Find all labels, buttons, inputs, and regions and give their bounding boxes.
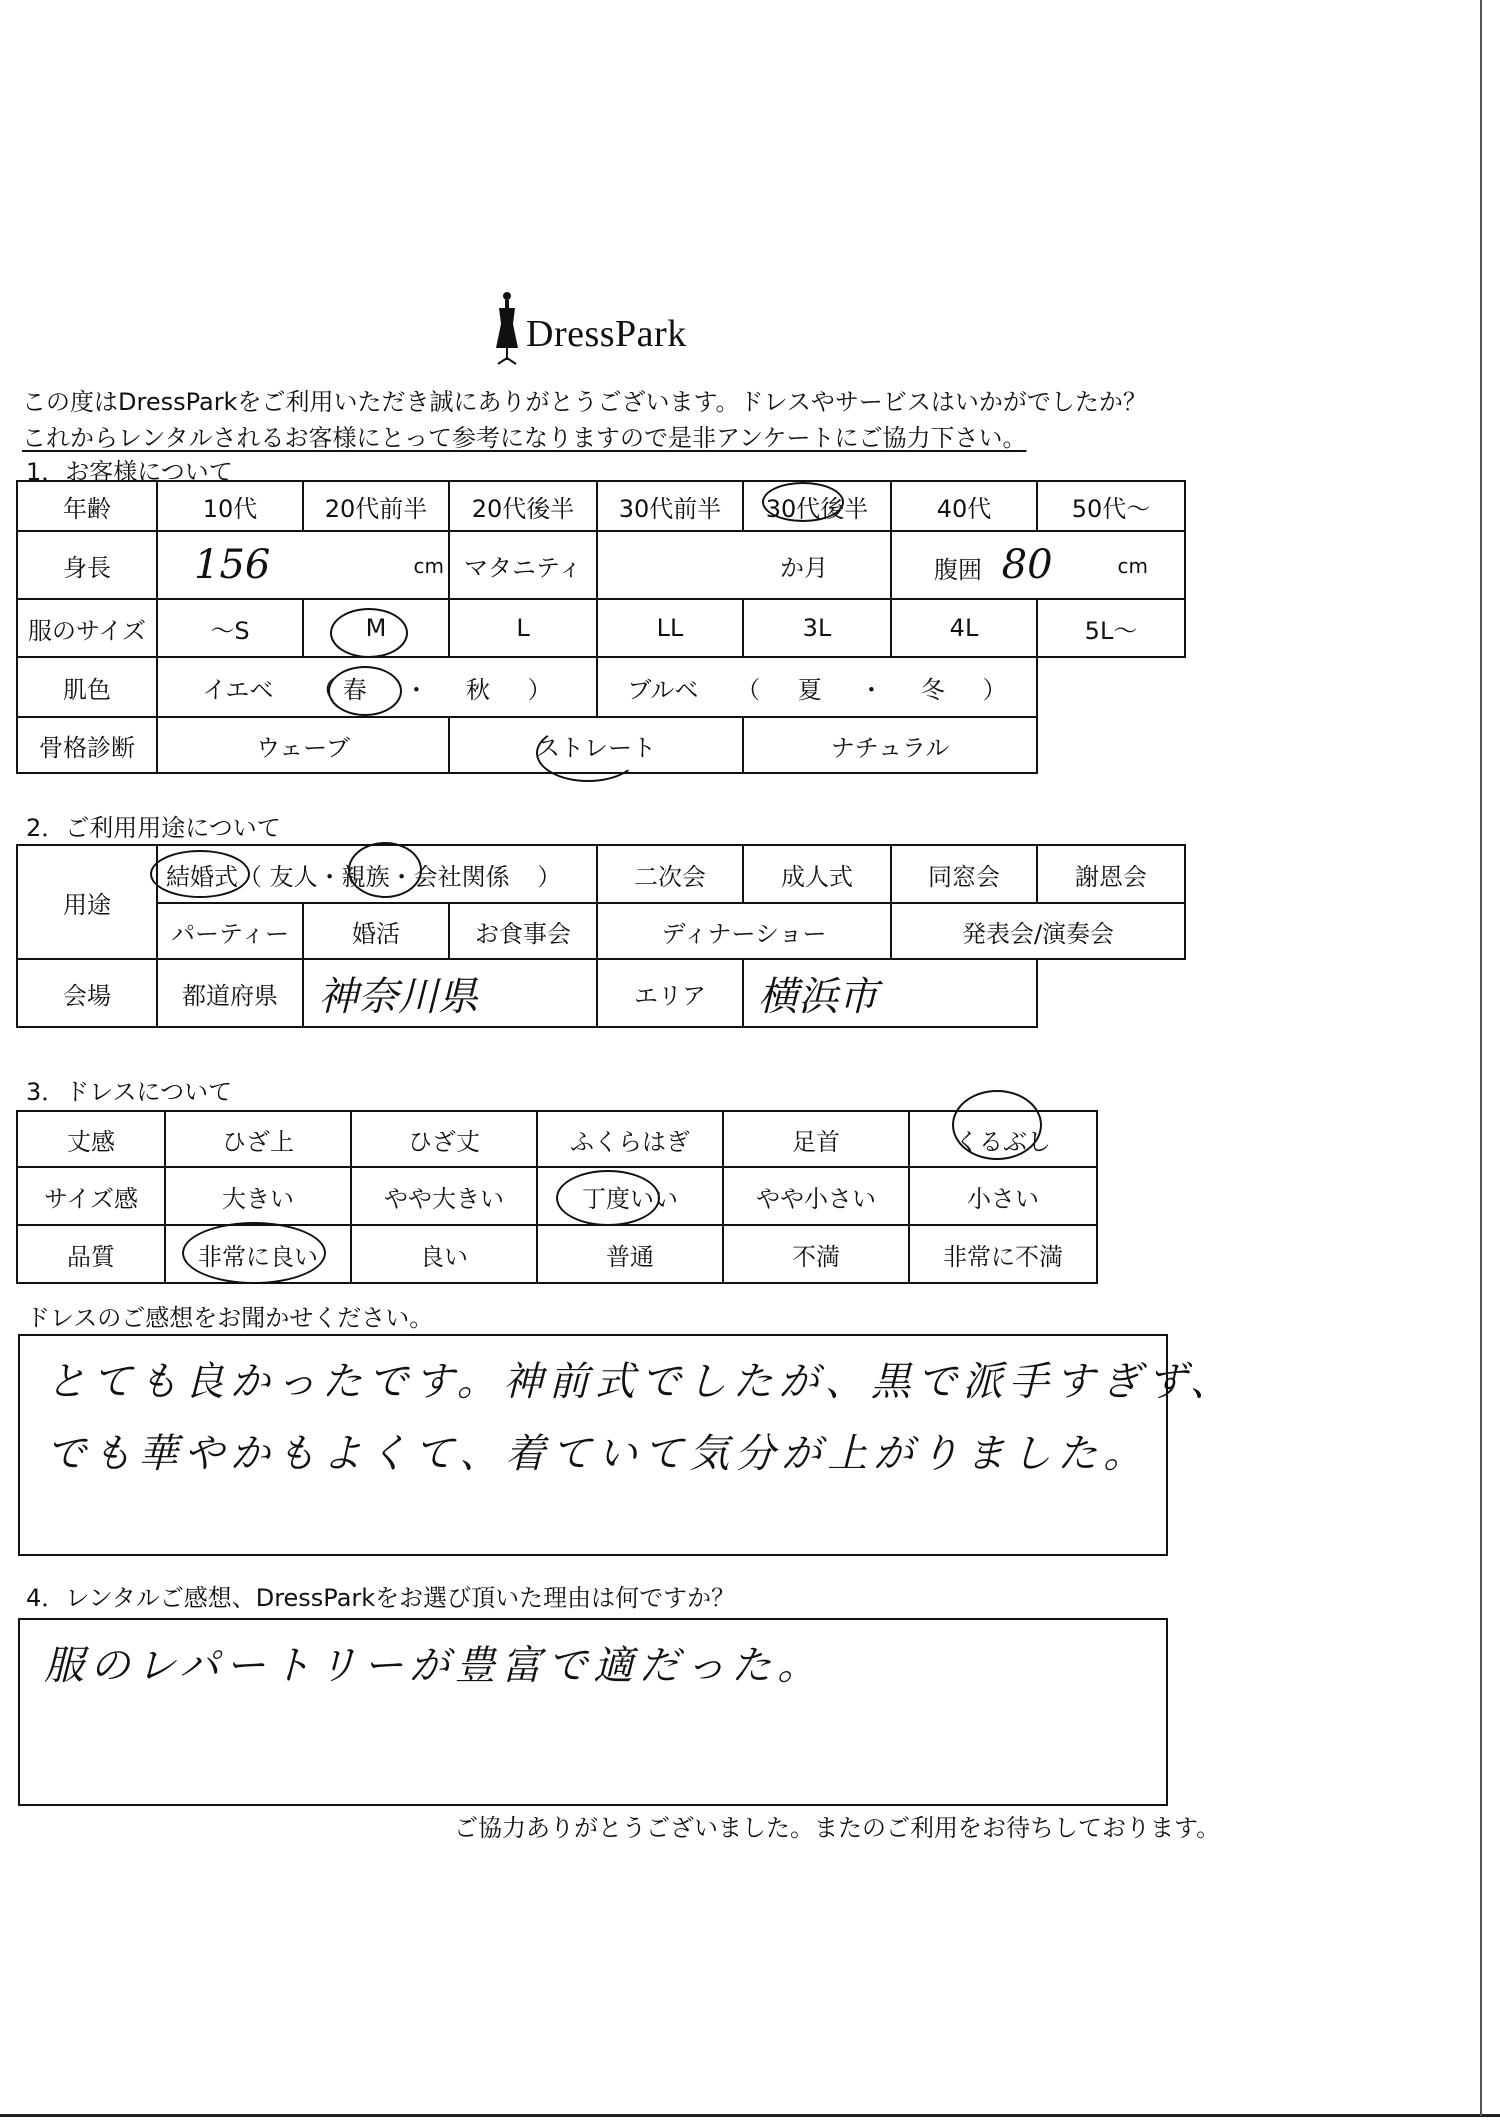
empty-cell bbox=[1037, 657, 1185, 717]
paren-close: ） bbox=[537, 862, 562, 891]
autumn-option: 秋 bbox=[465, 675, 490, 704]
yellow-base-label: イエベ bbox=[202, 675, 274, 704]
height-unit: cm bbox=[413, 554, 444, 578]
quality-option: 不満 bbox=[723, 1225, 909, 1283]
paren-close: ） bbox=[982, 675, 1007, 704]
dress-comment-line-2: でも華やかもよくて、着ていて気分が上がりました。 bbox=[46, 1431, 1150, 1477]
age-option: 30代前半 bbox=[597, 481, 743, 531]
section-3-title: 3．ドレスについて bbox=[26, 1078, 233, 1106]
brand-name: DressPark bbox=[526, 313, 687, 355]
prefecture-label: 都道府県 bbox=[157, 959, 303, 1027]
dress-table bbox=[16, 1110, 1098, 1284]
separator-dot: ・ bbox=[859, 675, 884, 704]
skin-label: 肌色 bbox=[17, 657, 157, 717]
usage-option: 二次会 bbox=[597, 845, 743, 903]
usage-option: お食事会 bbox=[449, 903, 597, 959]
section-2-title: 2．ご利用用途について bbox=[26, 814, 281, 842]
fit-option: 小さい bbox=[909, 1167, 1097, 1225]
yellow-base-cell bbox=[157, 657, 597, 717]
age-row bbox=[17, 481, 1185, 531]
size-option: 5L～ bbox=[1037, 599, 1185, 657]
age-option-selected: 30代後半 bbox=[743, 481, 891, 531]
fit-option: やや小さい bbox=[723, 1167, 909, 1225]
scan-edge-right bbox=[1480, 0, 1482, 2116]
height-value: 156 bbox=[194, 542, 271, 588]
friend-option: 友人 bbox=[269, 862, 318, 891]
length-option: 足首 bbox=[723, 1111, 909, 1167]
fit-option: やや大きい bbox=[351, 1167, 537, 1225]
dress-form-icon bbox=[490, 290, 524, 370]
usage-option: 謝恩会 bbox=[1037, 845, 1185, 903]
usage-option: 発表会/演奏会 bbox=[891, 903, 1185, 959]
size-option-selected: M bbox=[303, 599, 449, 657]
quality-option: 良い bbox=[351, 1225, 537, 1283]
paren-open: （ bbox=[311, 675, 336, 704]
quality-option: 非常に不満 bbox=[909, 1225, 1097, 1283]
height-row bbox=[17, 531, 1185, 599]
waist-unit: cm bbox=[1117, 554, 1148, 578]
quality-option-selected: 非常に良い bbox=[165, 1225, 351, 1283]
size-option: ～S bbox=[157, 599, 303, 657]
usage-option: ディナーショー bbox=[597, 903, 891, 959]
usage-option: パーティー bbox=[157, 903, 303, 959]
usage-row-2 bbox=[17, 903, 1185, 959]
empty-cell bbox=[1037, 959, 1185, 1027]
empty-cell bbox=[1037, 717, 1185, 773]
waist-cell bbox=[891, 531, 1185, 599]
length-option: ひざ上 bbox=[165, 1111, 351, 1167]
dress-comment-label: ドレスのご感想をお聞かせください。 bbox=[26, 1304, 434, 1332]
separator-dot: ・ bbox=[317, 862, 342, 891]
fit-row bbox=[17, 1167, 1097, 1225]
usage-option: 成人式 bbox=[743, 845, 891, 903]
frame-row bbox=[17, 717, 1185, 773]
size-option: L bbox=[449, 599, 597, 657]
intro-line-1: この度はDressParkをご利用いただき誠にありがとうございます。ドレスやサービスはいかがでしたか？ bbox=[22, 388, 1147, 416]
age-label: 年齢 bbox=[17, 481, 157, 531]
fit-option-selected: 丁度いい bbox=[537, 1167, 723, 1225]
scan-edge-bottom bbox=[0, 2114, 1500, 2117]
frame-label: 骨格診断 bbox=[17, 717, 157, 773]
height-cell bbox=[157, 531, 449, 599]
section-4-title: 4．レンタルご感想、DressParkをお選び頂いた理由は何ですか？ bbox=[26, 1584, 736, 1612]
intro-line-2: これからレンタルされるお客様にとって参考になりますので是非アンケートにご協力下さい。 bbox=[22, 424, 1027, 452]
venue-row bbox=[17, 959, 1185, 1027]
length-option-selected: くるぶし bbox=[909, 1111, 1097, 1167]
area-label: エリア bbox=[597, 959, 743, 1027]
wedding-cell bbox=[157, 845, 597, 903]
age-option: 20代前半 bbox=[303, 481, 449, 531]
spring-option-selected: 春 bbox=[342, 675, 367, 704]
section-1-title: 1．お客様について bbox=[26, 458, 233, 486]
size-option: 4L bbox=[891, 599, 1037, 657]
paren-close: ） bbox=[527, 675, 552, 704]
prefecture-value: 神奈川県 bbox=[318, 973, 478, 1020]
maternity-months bbox=[597, 531, 891, 599]
company-option: ・会社関係 bbox=[389, 862, 510, 891]
size-option: 3L bbox=[743, 599, 891, 657]
frame-option: ナチュラル bbox=[743, 717, 1037, 773]
footer-thanks: ご協力ありがとうございました。またのご利用をお待ちしております。 bbox=[454, 1814, 1221, 1842]
length-option: ひざ丈 bbox=[351, 1111, 537, 1167]
age-option: 10代 bbox=[157, 481, 303, 531]
rental-comment-answer: 服のレパートリーが豊富で適だった。 bbox=[44, 1643, 824, 1689]
usage-table bbox=[16, 844, 1186, 1028]
prefecture-value-cell bbox=[303, 959, 597, 1027]
waist-label: 腹囲 bbox=[934, 556, 982, 584]
months-unit: か月 bbox=[780, 553, 828, 582]
size-option: LL bbox=[597, 599, 743, 657]
maternity-label: マタニティ bbox=[449, 531, 597, 599]
age-option: 20代後半 bbox=[449, 481, 597, 531]
relative-option-selected: 親族 bbox=[341, 862, 390, 891]
length-label: 丈感 bbox=[17, 1111, 165, 1167]
usage-label: 用途 bbox=[17, 845, 157, 959]
brand-logo bbox=[490, 290, 750, 380]
age-option: 40代 bbox=[891, 481, 1037, 531]
area-value-cell bbox=[743, 959, 1037, 1027]
summer-option: 夏 bbox=[797, 675, 822, 704]
paren-open: （ bbox=[736, 675, 761, 704]
height-label: 身長 bbox=[17, 531, 157, 599]
area-value: 横浜市 bbox=[758, 973, 878, 1020]
blue-base-cell bbox=[597, 657, 1037, 717]
separator-dot: ・ bbox=[404, 675, 429, 704]
blue-base-label: ブルベ bbox=[627, 675, 699, 704]
waist-value: 80 bbox=[1001, 542, 1053, 588]
length-row bbox=[17, 1111, 1097, 1167]
usage-row-1 bbox=[17, 845, 1185, 903]
customer-table bbox=[16, 480, 1186, 774]
quality-label: 品質 bbox=[17, 1225, 165, 1283]
dress-comment-line-1: とても良かったです。神前式でしたが、黒で派手すぎず、 bbox=[46, 1359, 1236, 1405]
size-row bbox=[17, 599, 1185, 657]
size-label: 服のサイズ bbox=[17, 599, 157, 657]
frame-option-selected: ストレート bbox=[449, 717, 743, 773]
venue-label: 会場 bbox=[17, 959, 157, 1027]
age-option: 50代～ bbox=[1037, 481, 1185, 531]
frame-option: ウェーブ bbox=[157, 717, 449, 773]
length-option: ふくらはぎ bbox=[537, 1111, 723, 1167]
winter-option: 冬 bbox=[920, 675, 945, 704]
fit-label: サイズ感 bbox=[17, 1167, 165, 1225]
fit-option: 大きい bbox=[165, 1167, 351, 1225]
wedding-option-selected: 結婚式（ bbox=[166, 862, 262, 891]
quality-option: 普通 bbox=[537, 1225, 723, 1283]
quality-row bbox=[17, 1225, 1097, 1283]
usage-option: 同窓会 bbox=[891, 845, 1037, 903]
skin-row bbox=[17, 657, 1185, 717]
usage-option: 婚活 bbox=[303, 903, 449, 959]
